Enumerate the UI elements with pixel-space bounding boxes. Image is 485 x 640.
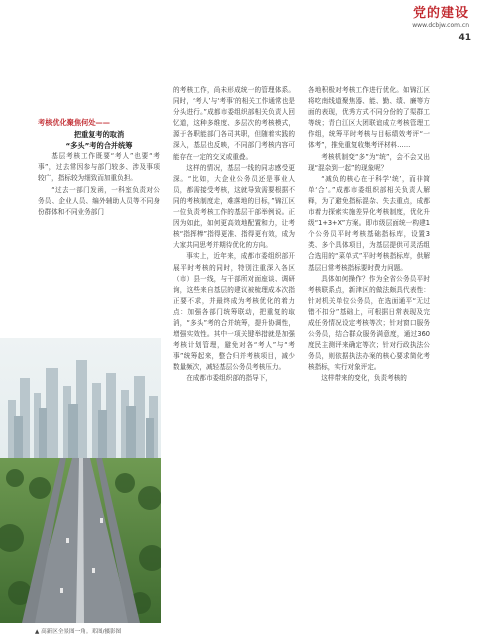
paragraph: 这样的情况，基层一线的同志感受更深。“比如，大企业公务员还是事业人员，都需接受考核，这就导致需要根据不同的考核制度走，难落地的目标，”锦江区一位负责考核工作的基层干部举例说。正因为如此，如何更高效地配置和力，让考核“指挥棒”指得更准、指得更有效，成为大家共同思考并期待优化的方向。	[173, 163, 295, 250]
paragraph: 考核机制变“多”为“统”，会不会又出现“混杂到一起”的现象呢？	[308, 152, 430, 172]
section-subtitle-1: 把重复考的取消	[73, 130, 125, 140]
paragraph: 基层考核工作既要“考人”也要“考事”，过去常因参与部门较多、涉及事项较广，指标较为细致而加重负担。	[38, 152, 160, 183]
paragraph: 的考核工作，尚未形成统一的管理体系。同时，‘考人’与‘考事’的相关工作通常也是分头进行。”成都市委组织部相关负责人回忆道，这种多维度、多层次的考核模式，源于各职能部门各司其职，但随着实践的深入，基层也反映，不同部门考核内容可能存在一定的交叉或重叠。	[173, 86, 295, 161]
section-subtitle-2: “多头”考的合并统筹	[65, 141, 133, 151]
article-column-3	[308, 85, 430, 385]
city-aerial-photo	[0, 338, 161, 623]
paragraph: 这样带来的变化，负责考核的	[321, 374, 407, 383]
section-heading: 考核优化聚焦何处——	[38, 118, 110, 127]
paragraph: “减负的核心在于科学‘统’，而非简单‘合’。”成都市委组织部相关负责人解释，为了避免指标混杂、失去重点，成都市着力探索实施差异化考核制度，优化升级“1+3+X”方案。即市级层面统一构建1个公务员平时考核基础指标库，设置3类、多个具体项目，为基层提供可灵活组合选用的“菜单式”平时考核指标库，供解基层日常考核指标要时费力问题。	[308, 174, 430, 272]
page-header	[412, 2, 469, 29]
paragraph: “过去一部门发函，一科室负责对公务员、企业人员、编外辅助人员等不同身份群体和不同业务部门	[38, 185, 160, 216]
page-number: 41	[458, 33, 471, 43]
paragraph: 事实上，近年来，成都市委组织部开展平时考核的同时，特别注重深入各区（市）县一线，与干部所对面座谈、调研询，这些来自基层的建议被梳理成本次指正要不求，并最终成为考核优化的着力点：加强各部门统筹联动，把重复的取消，“多头”考的合并统筹，提升协调性，增强实效性。其中一项关键举措就是加强考核计划管理，避免对各“考人”与“考事”统筹起来，整合归并考核项目，减少数量频次，减轻基层公务员考核压力。	[173, 252, 295, 372]
article-column-1	[38, 117, 160, 218]
paragraph: 在成都市委组织部的指导下，	[186, 374, 272, 383]
photo-caption: ▲ 高新区全景图一角。邓图/摄影图	[35, 629, 122, 635]
paragraph: 具体如何操作？作为全省公务员平时考核联系点，新津区的做法颇具代表性：针对机关单位公务员，在选面通平“无过错不扣分”基础上，可根据日常表现及完成任务情况设定考核等次；针对窗口服务公务员，结合群众服务满意度，通过360度民主测评来确定等次；针对行政执法公务员，则依据执法办案的核心要求简化考核指标，实行对象评定。	[308, 274, 430, 372]
magazine-url[interactable]: www.dcbjw.com.cn	[412, 22, 469, 29]
paragraph: 各地积极对考核工作进行优化。如锦江区将吃南线道聚焦器、能、勤、绩、廉等方面的表现，优秀方式不同分份的了渠群工等统；青白江区大团联谊成立考核管理工作组，统筹平时考核与目标绩效考评“一体考”，推免重复收集考评材料……	[308, 86, 430, 150]
magazine-logo: 党的建设	[412, 6, 469, 21]
article-column-2	[173, 85, 295, 385]
